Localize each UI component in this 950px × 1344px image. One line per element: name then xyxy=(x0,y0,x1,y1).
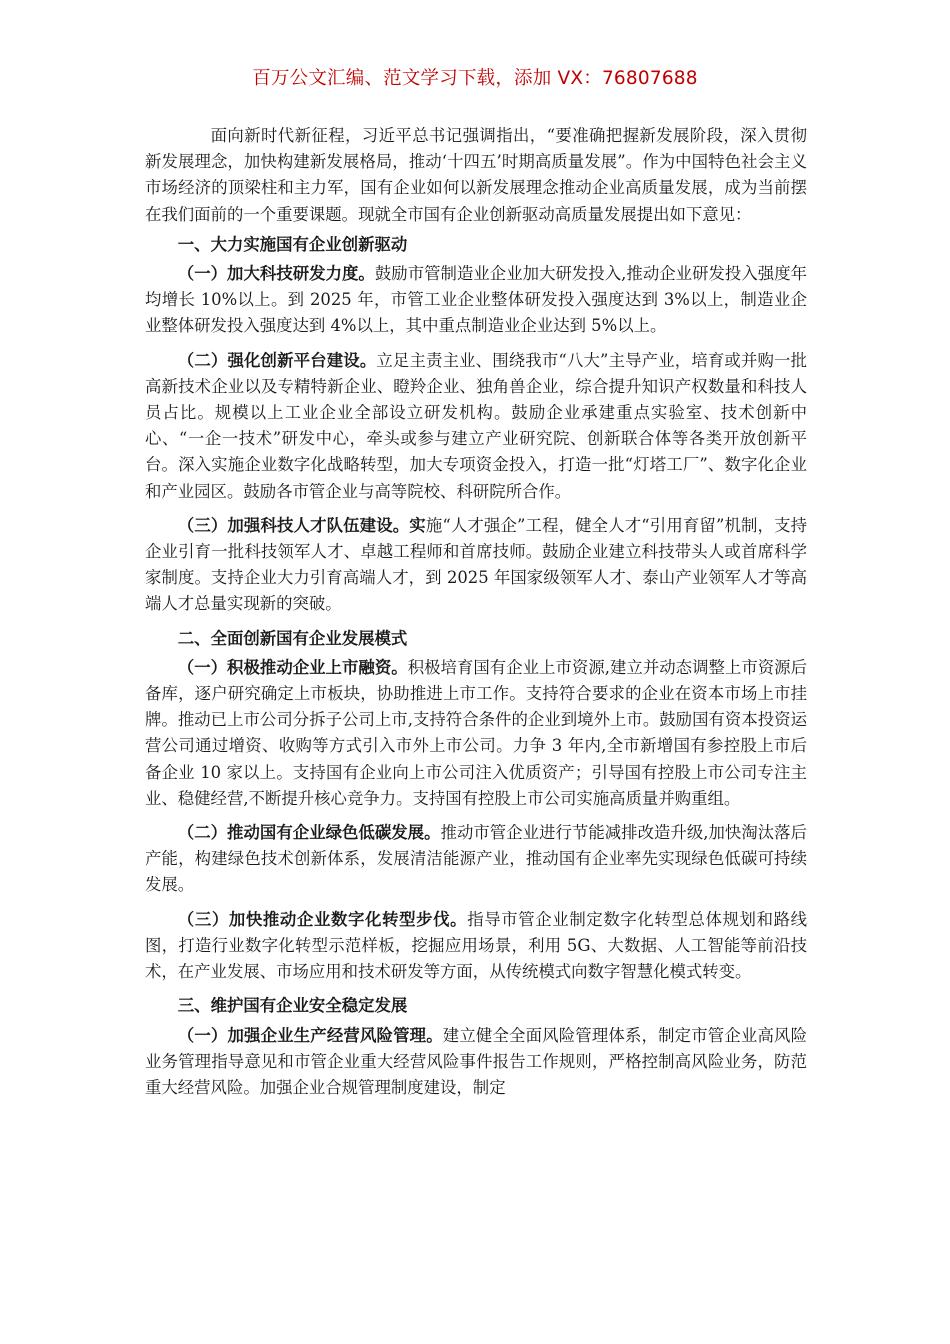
section-item xyxy=(145,513,807,618)
document-body xyxy=(145,123,807,1109)
section-item xyxy=(145,655,807,812)
intro-paragraph: 面向新时代新征程，习近平总书记强调指出，“要准确把握新发展阶段，深入贯彻新发展理念，加快构建新发展格局，推动‘十四五’时期高质量发展”。作为中国特色社会主义市场经济的顶梁柱和主力军，国有企业如何以新发展理念推动企业高质量发展，成为当前摆在我们面前的一个重要课题。现就全市国有企业创新驱动高质量发展提出如下意见： xyxy=(145,126,807,224)
item-text: 立足主责主业、围绕我市“八大”主导产业，培育或并购一批高新技术企业以及专精特新企业、瞪羚企业、独角兽企业，综合提升知识产权数量和科技人员占比。规模以上工业企业全部设立研发机构。鼓励企业承建重点实验室、技术创新中心、“一企一技术”研发中心，牵头或参与建立产业研究院、创新联合体等各类开放创新平台。深入实施企业数字化战略转型，加大专项资金投入，打造一批“灯塔工厂”、数字化企业和产业园区。鼓励各市管企业与高等院校、科研院所合作。 xyxy=(145,350,807,501)
item-title: （一）加强企业生产经营风险管理。 xyxy=(177,1025,443,1045)
item-text: 指导市管企业制定数字化转型总体规划和路线图，打造行业数字化转型示范样板，挖掘应用场景，利用 5G、大数据、人工智能等前沿技术，在产业发展、市场应用和技术研发等方面，从传统模式向数字智慧化模式转变。 xyxy=(145,909,808,982)
section-item xyxy=(145,261,807,340)
item-title: （一）积极推动企业上市融资。 xyxy=(177,657,408,677)
item-title: （一）加大科技研发力度。 xyxy=(177,264,375,284)
banner-text: 百万公文汇编、范文学习下载，添加 VX：76807688 xyxy=(252,68,698,89)
item-title: （二）推动国有企业绿色低碳发展。 xyxy=(177,823,441,843)
section-item xyxy=(145,907,807,986)
item-title: （三）加强科技人才队伍建设。实 xyxy=(177,515,426,535)
item-text: 积极培育国有企业上市资源,建立并动态调整上市资源后备库，逐户研究确定上市板块，协助推进上市工作。支持符合要求的企业在资本市场上市挂牌。推动已上市公司分拆子公司上市,支持符合条件的企业到境外上市。鼓励国有资本投资运营公司通过增资、收购等方式引入市外上市公司。力争 3 年内,全市新增国有参控股上市后备企业 10 家以上。支持国有企业向上市公司注入优质资产；引导国有控股上市公司专注主业、稳健经营,不断提升核心竞争力。支持国有控股上市公司实施高质量并购重组。 xyxy=(145,657,807,808)
section-heading: 一、大力实施国有企业创新驱动 xyxy=(177,234,408,254)
item-text: 建立健全全面风险管理体系，制定市管企业高风险业务管理指导意见和市管企业重大经营风险事件报告工作规则，严格控制高风险业务，防范重大经营风险。加强企业合规管理制度建设，制定 xyxy=(145,1025,807,1097)
section-heading: 三、维护国有企业安全稳定发展 xyxy=(177,996,408,1016)
item-title: （二）强化创新平台建设。 xyxy=(177,350,377,370)
section-item xyxy=(145,820,807,899)
item-text: 鼓励市管制造业企业加大研发投入,推动企业研发投入强度年均增长 10%以上。到 2025 年，市管工业企业整体研发投入强度达到 3%以上，制造业企业整体研发投入强度达到 4%以上，其中重点制造业企业达到 5%以上。 xyxy=(145,264,808,336)
section-heading: 二、全面创新国有企业发展模式 xyxy=(177,628,408,648)
section-item xyxy=(145,1023,807,1102)
item-text: 推动市管企业进行节能减排改造升级,加快淘汰落后产能，构建绿色技术创新体系，发展清洁能源产业，推动国有企业率先实现绿色低碳可持续发展。 xyxy=(145,823,807,895)
item-text: 施“人才强企”工程，健全人才“引用育留”机制，支持企业引育一批科技领军人才、卓越工程师和首席技师。鼓励企业建立科技带头人或首席科学家制度。支持企业大力引育高端人才，到 2025 年国家级领军人才、泰山产业领军人才等高端人才总量实现新的突破。 xyxy=(145,515,807,614)
section-item xyxy=(145,348,807,505)
item-title: （三）加快推动企业数字化转型步伐。 xyxy=(177,909,468,929)
